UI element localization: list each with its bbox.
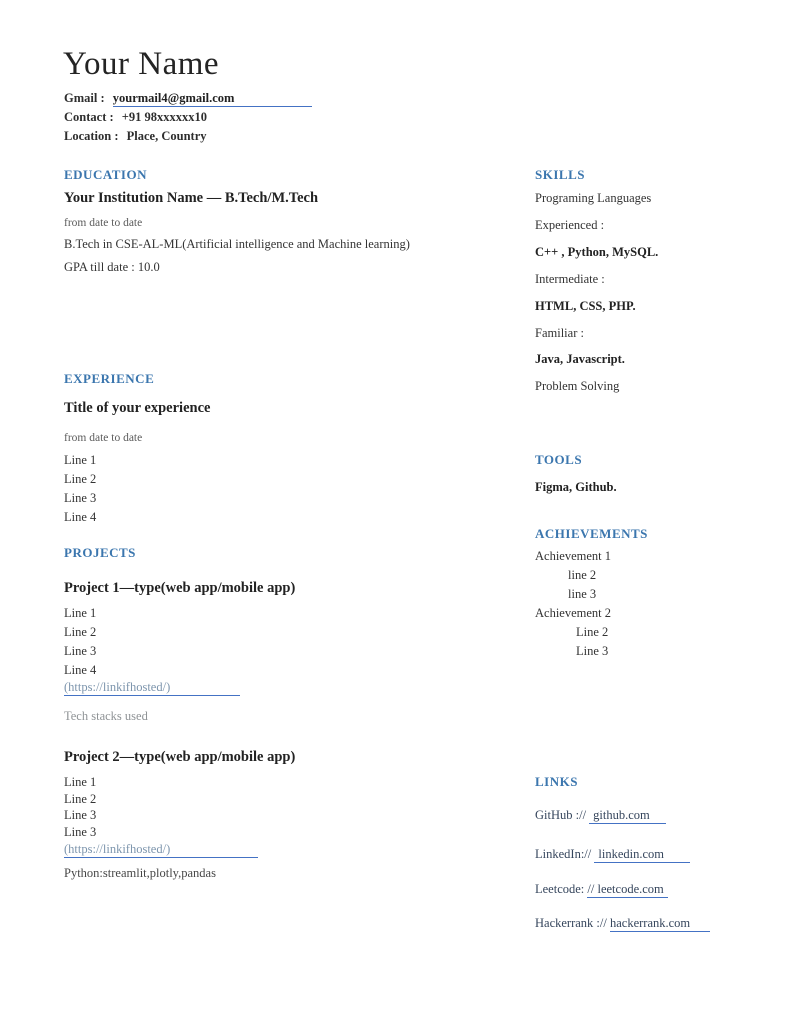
tools-heading: TOOLS: [535, 452, 583, 467]
skills-group-value: C++ , Python, MySQL.: [535, 245, 659, 259]
project-1-line: Line 2: [64, 625, 97, 639]
project-2-line: Line 2: [64, 792, 97, 806]
project-1-line: Line 3: [64, 644, 97, 658]
experience-heading: EXPERIENCE: [64, 371, 155, 386]
linkedin-label: LinkedIn://: [535, 847, 592, 861]
project-2-tech: Python:streamlit,plotly,pandas: [64, 866, 216, 880]
achievement-line: Line 2: [576, 625, 609, 639]
skills-group-value: HTML, CSS, PHP.: [535, 299, 636, 313]
project-2-line: Line 1: [64, 775, 97, 789]
education-gpa: GPA till date : 10.0: [64, 260, 160, 274]
contact-row-phone: [64, 109, 207, 125]
leetcode-label: Leetcode:: [535, 882, 585, 896]
experience-title: Title of your experience: [64, 400, 211, 416]
experience-date-range: from date to date: [64, 432, 143, 444]
project-2-link-row: [64, 842, 258, 856]
achievement-line: line 3: [568, 587, 597, 601]
education-title: Your Institution Name — B.Tech/M.Tech: [64, 190, 319, 206]
achievement-title: Achievement 2: [535, 606, 612, 620]
achievements-heading: ACHIEVEMENTS: [535, 526, 648, 541]
experience-line: Line 4: [64, 510, 97, 524]
leetcode-link[interactable]: // leetcode.com: [587, 882, 667, 898]
link-row-leetcode: [535, 882, 668, 896]
skills-group-label: Experienced :: [535, 218, 605, 232]
phone-value: +91 98xxxxxx10: [121, 110, 208, 124]
skills-heading: SKILLS: [535, 167, 585, 182]
project-1-link[interactable]: (https://linkifhosted/): [64, 680, 240, 696]
github-label: GitHub ://: [535, 808, 587, 822]
project-2-link[interactable]: (https://linkifhosted/): [64, 842, 258, 858]
project-1-line: Line 4: [64, 663, 97, 677]
education-date-range: from date to date: [64, 217, 143, 229]
experience-line: Line 1: [64, 453, 97, 467]
project-2-line: Line 3: [64, 808, 97, 822]
project-1-line: Line 1: [64, 606, 97, 620]
gmail-label: Gmail :: [64, 91, 105, 105]
experience-line: Line 3: [64, 491, 97, 505]
skills-group-label: Intermediate :: [535, 272, 605, 286]
project-2-line: Line 3: [64, 825, 97, 839]
skills-intro: Programing Languages: [535, 191, 652, 205]
email-link[interactable]: yourmail4@gmail.com: [113, 91, 313, 107]
project-1-link-row: [64, 680, 240, 694]
skills-group-value: Java, Javascript.: [535, 352, 625, 366]
project-1-title: Project 1—type(web app/mobile app): [64, 580, 296, 596]
project-2-title: Project 2—type(web app/mobile app): [64, 749, 296, 765]
page-title: Your Name: [63, 46, 220, 82]
projects-heading: PROJECTS: [64, 545, 136, 560]
skills-group-label: Familiar :: [535, 326, 584, 340]
location-label: Location :: [64, 129, 119, 143]
links-heading: LINKS: [535, 774, 578, 789]
experience-line: Line 2: [64, 472, 97, 486]
link-row-github: [535, 808, 666, 822]
link-row-hackerrank: [535, 916, 710, 930]
location-value: Place, Country: [126, 129, 207, 143]
skills-outro: Problem Solving: [535, 379, 620, 393]
achievement-line: line 2: [568, 568, 597, 582]
tools-value: Figma, Github.: [535, 480, 617, 494]
contact-row-location: [64, 128, 207, 144]
hackerrank-label: Hackerrank ://: [535, 916, 607, 930]
education-heading: EDUCATION: [64, 167, 147, 182]
achievement-title: Achievement 1: [535, 549, 612, 563]
hackerrank-link[interactable]: hackerrank.com: [610, 916, 710, 932]
contact-row-gmail: [64, 90, 312, 106]
project-1-tech: Tech stacks used: [64, 709, 148, 723]
education-degree: B.Tech in CSE-AL-ML(Artificial intelligence and Machine learning): [64, 237, 410, 251]
link-row-linkedin: [535, 847, 690, 861]
github-link[interactable]: github.com: [589, 808, 666, 824]
achievement-line: Line 3: [576, 644, 609, 658]
linkedin-link[interactable]: linkedin.com: [594, 847, 690, 863]
phone-label: Contact :: [64, 110, 114, 124]
